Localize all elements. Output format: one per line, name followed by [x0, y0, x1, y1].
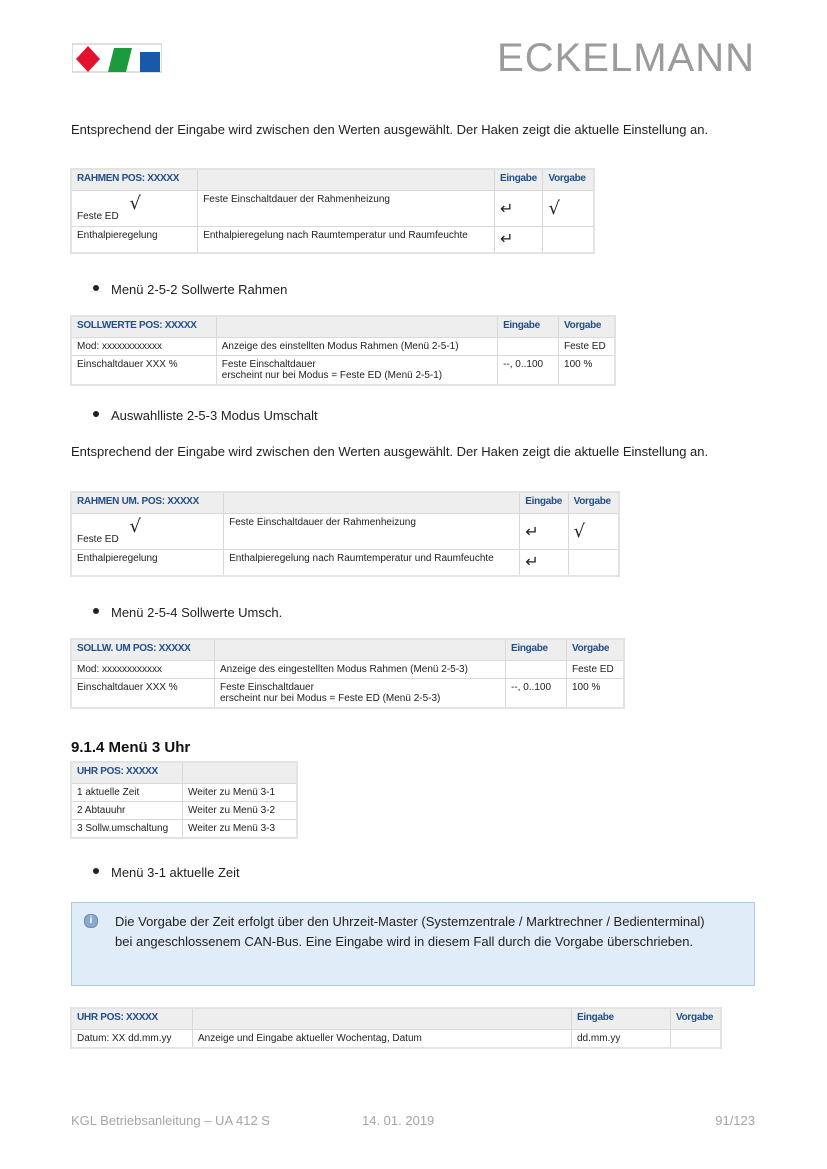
enter-icon: ↵	[520, 550, 568, 576]
table-cell	[71, 191, 198, 227]
default-value: Feste ED	[567, 661, 625, 679]
table-header: UHR POS: XXXXX	[71, 1008, 193, 1030]
option-label: Enthalpieregelung	[71, 550, 224, 576]
table-header: Vorgabe	[671, 1008, 722, 1030]
table-header: Vorgabe	[567, 639, 625, 661]
table-header: SOLLW. UM POS: XXXXX	[71, 639, 215, 661]
table-row	[71, 802, 297, 820]
default-value: Feste ED	[559, 338, 615, 356]
menu-entry: 2 Abtauuhr	[71, 802, 183, 820]
check-mark-icon: √	[568, 514, 619, 550]
check-mark-icon: √	[543, 191, 594, 227]
table-row	[71, 338, 615, 356]
table-rahmen-pos	[70, 168, 595, 254]
footer-date: 14. 01. 2019	[362, 1113, 435, 1128]
table-row	[71, 550, 619, 576]
bullet-dot-icon	[93, 868, 99, 874]
menu-entry: 3 Sollw.umschaltung	[71, 820, 183, 839]
table-cell	[71, 514, 224, 550]
input-range: --, 0..100	[506, 679, 567, 709]
bullet-item: Menü 3-1 aktuelle Zeit	[93, 865, 240, 880]
intro-paragraph-1: Entsprechend der Eingabe wird zwischen den Werten ausgewählt. Der Haken zeigt die aktuelle Einstellung an.	[71, 122, 709, 137]
table-header	[198, 169, 495, 191]
enter-icon: ↵	[520, 514, 568, 550]
table-row	[71, 679, 624, 709]
info-note-text: Die Vorgabe der Zeit erfolgt über den Uhrzeit-Master (Systemzentrale / Marktrechner / Bedienterminal) bei angeschlossenem CAN-Bus. Eine Eingabe wird in diesem Fall durch die Vorgabe überschrieben.	[115, 914, 705, 949]
menu-target: Weiter zu Menü 3-1	[183, 784, 298, 802]
table-row	[71, 1030, 721, 1049]
table-header: Eingabe	[520, 492, 568, 514]
footer-page-number: 91/123	[715, 1113, 755, 1128]
table-header	[224, 492, 520, 514]
info-note	[71, 902, 755, 986]
table-header	[216, 316, 497, 338]
menu-target: Weiter zu Menü 3-3	[183, 820, 298, 839]
value-label: Datum: XX dd.mm.yy	[71, 1030, 193, 1049]
value-label: Einschaltdauer XXX %	[71, 356, 216, 386]
option-description: Feste Einschaltdauer der Rahmenheizung	[224, 514, 520, 550]
enter-icon: ↵	[495, 227, 543, 253]
table-uhr-menu	[70, 761, 298, 839]
default-cell	[568, 550, 619, 576]
table-rahmen-um-pos	[70, 491, 620, 577]
value-label: Mod: xxxxxxxxxxxx	[71, 661, 215, 679]
bullet-item: Menü 2-5-4 Sollwerte Umsch.	[93, 605, 282, 620]
default-value: 100 %	[567, 679, 625, 709]
table-header: Vorgabe	[543, 169, 594, 191]
table-uhr-datum	[70, 1007, 722, 1049]
footer-title: KGL Betriebsanleitung – UA 412 S	[71, 1113, 270, 1128]
table-header: Eingabe	[506, 639, 567, 661]
menu-target: Weiter zu Menü 3-2	[183, 802, 298, 820]
value-description: Anzeige und Eingabe aktueller Wochentag, Datum	[193, 1030, 572, 1049]
option-description: Enthalpieregelung nach Raumtemperatur und Raumfeuchte	[198, 227, 495, 253]
table-header	[193, 1008, 572, 1030]
table-header: Eingabe	[498, 316, 559, 338]
table-row	[71, 356, 615, 386]
table-row	[71, 820, 297, 839]
table-header: Eingabe	[572, 1008, 671, 1030]
table-header: Vorgabe	[568, 492, 619, 514]
input-range: --, 0..100	[498, 356, 559, 386]
input-range	[506, 661, 567, 679]
table-header: SOLLWERTE POS: XXXXX	[71, 316, 216, 338]
table-header	[215, 639, 506, 661]
value-label: Einschaltdauer XXX %	[71, 679, 215, 709]
table-row	[71, 784, 297, 802]
table-header	[183, 762, 298, 784]
bullet-item: Menü 2-5-2 Sollwerte Rahmen	[93, 282, 287, 297]
value-label: Mod: xxxxxxxxxxxx	[71, 338, 216, 356]
default-value	[671, 1030, 722, 1049]
table-row	[71, 191, 594, 227]
table-header: RAHMEN POS: XXXXX	[71, 169, 198, 191]
value-description: Feste Einschaltdauer erscheint nur bei Modus = Feste ED (Menü 2-5-3)	[215, 679, 506, 709]
option-description: Feste Einschaltdauer der Rahmenheizung	[198, 191, 495, 227]
table-sollw-um-pos	[70, 638, 625, 709]
option-label: Feste ED	[77, 534, 119, 545]
option-description: Enthalpieregelung nach Raumtemperatur und Raumfeuchte	[224, 550, 520, 576]
table-header: Vorgabe	[559, 316, 615, 338]
value-description: Anzeige des einstellten Modus Rahmen (Menü 2-5-1)	[216, 338, 497, 356]
table-row	[71, 514, 619, 550]
default-cell	[543, 227, 594, 253]
enter-icon: ↵	[495, 191, 543, 227]
table-sollwerte-pos	[70, 315, 616, 386]
table-row	[71, 661, 624, 679]
menu-entry: 1 aktuelle Zeit	[71, 784, 183, 802]
brand-name: ECKELMANN	[497, 36, 755, 80]
default-value: 100 %	[559, 356, 615, 386]
bullet-dot-icon	[93, 411, 99, 417]
check-mark-icon: √	[129, 516, 141, 537]
bullet-dot-icon	[93, 608, 99, 614]
table-row	[71, 227, 594, 253]
input-format: dd.mm.yy	[572, 1030, 671, 1049]
option-label: Feste ED	[77, 211, 119, 222]
bullet-item: Auswahlliste 2-5-3 Modus Umschalt	[93, 408, 318, 423]
intro-paragraph-2: Entsprechend der Eingabe wird zwischen den Werten ausgewählt. Der Haken zeigt die aktuelle Einstellung an.	[71, 444, 709, 459]
value-description: Anzeige des eingestellten Modus Rahmen (Menü 2-5-3)	[215, 661, 506, 679]
info-icon: i	[84, 914, 98, 928]
table-header: Eingabe	[495, 169, 543, 191]
section-heading: 9.1.4 Menü 3 Uhr	[71, 739, 191, 756]
eckelmann-logo	[72, 42, 162, 72]
check-mark-icon: √	[129, 193, 141, 214]
input-range	[498, 338, 559, 356]
value-description: Feste Einschaltdauer erscheint nur bei Modus = Feste ED (Menü 2-5-1)	[216, 356, 497, 386]
table-header: RAHMEN UM. POS: XXXXX	[71, 492, 224, 514]
option-label: Enthalpieregelung	[71, 227, 198, 253]
table-header: UHR POS: XXXXX	[71, 762, 183, 784]
bullet-dot-icon	[93, 285, 99, 291]
